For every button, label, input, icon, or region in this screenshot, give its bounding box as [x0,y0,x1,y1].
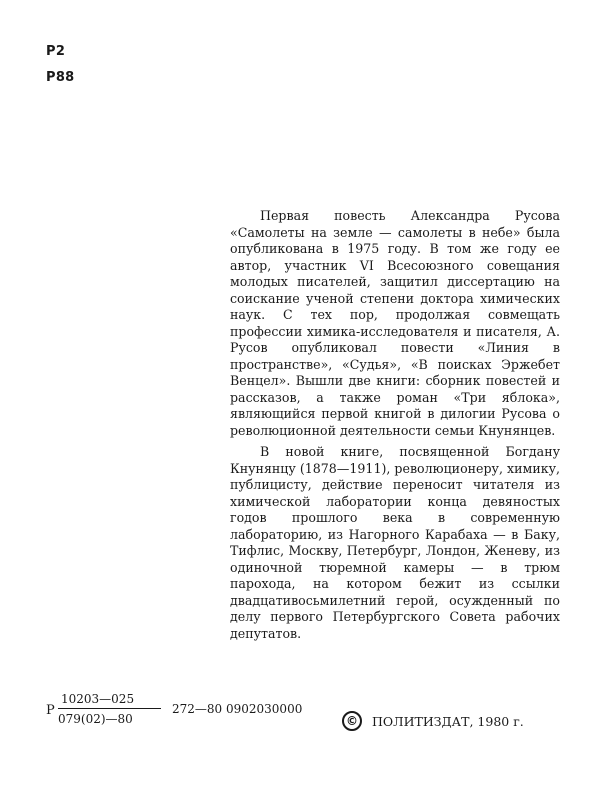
annotation-paragraph-1: Первая повесть Александра Русова «Самолеты на земле — самолеты в небе» была опубликована в 1975 году. В том же году ее автор, участник VI Всесоюзного совещания молодых писателей, защитил диссертацию на соискание ученой степени доктора химических наук. С тех пор, продолжая совмещать профессии химика-исследователя и писателя, А. Русов опубликовал повести «Линия в пространстве», «Судья», «В поисках Эржебет Венцел». Вышли две книги: сборник повестей и рассказов, а также роман «Три яблока», являющийся первой книгой в дилогии Русова о революционной деятельности семьи Кнунянцев. [230,208,560,438]
copyright-text: ПОЛИТИЗДАТ, 1980 г. [372,713,524,729]
code-denominator: 079(02)—80 [58,712,133,726]
code-fraction [58,692,158,726]
classification-code-line-2: Р88 [46,70,75,85]
annotation-paragraph-2: В новой книге, посвященной Богдану Кнунянцу (1878—1911), революционеру, химику, публицисту, действие переносит читателя из химической лаборатории конца девяностых годов прошлого века в современную лабораторию, из Нагорного Карабаха — в Баку, Тифлис, Москву, Петербург, Лондон, Женеву, из одиночной тюремной камеры — в трюм парохода, на котором бежит из ссылки двадцативосьмилетний герой, осужденный по делу первого Петербургского Совета рабочих депутатов. [230,444,560,641]
copyright-line [342,711,524,731]
code-letter: Р [46,703,55,718]
annotation-block [230,208,560,647]
classification-code-line-1: Р2 [46,44,66,59]
code-numerator: 10203—025 [61,692,135,706]
copyright-icon: © [342,711,362,731]
code-rest: 272—80 0902030000 [172,702,303,716]
